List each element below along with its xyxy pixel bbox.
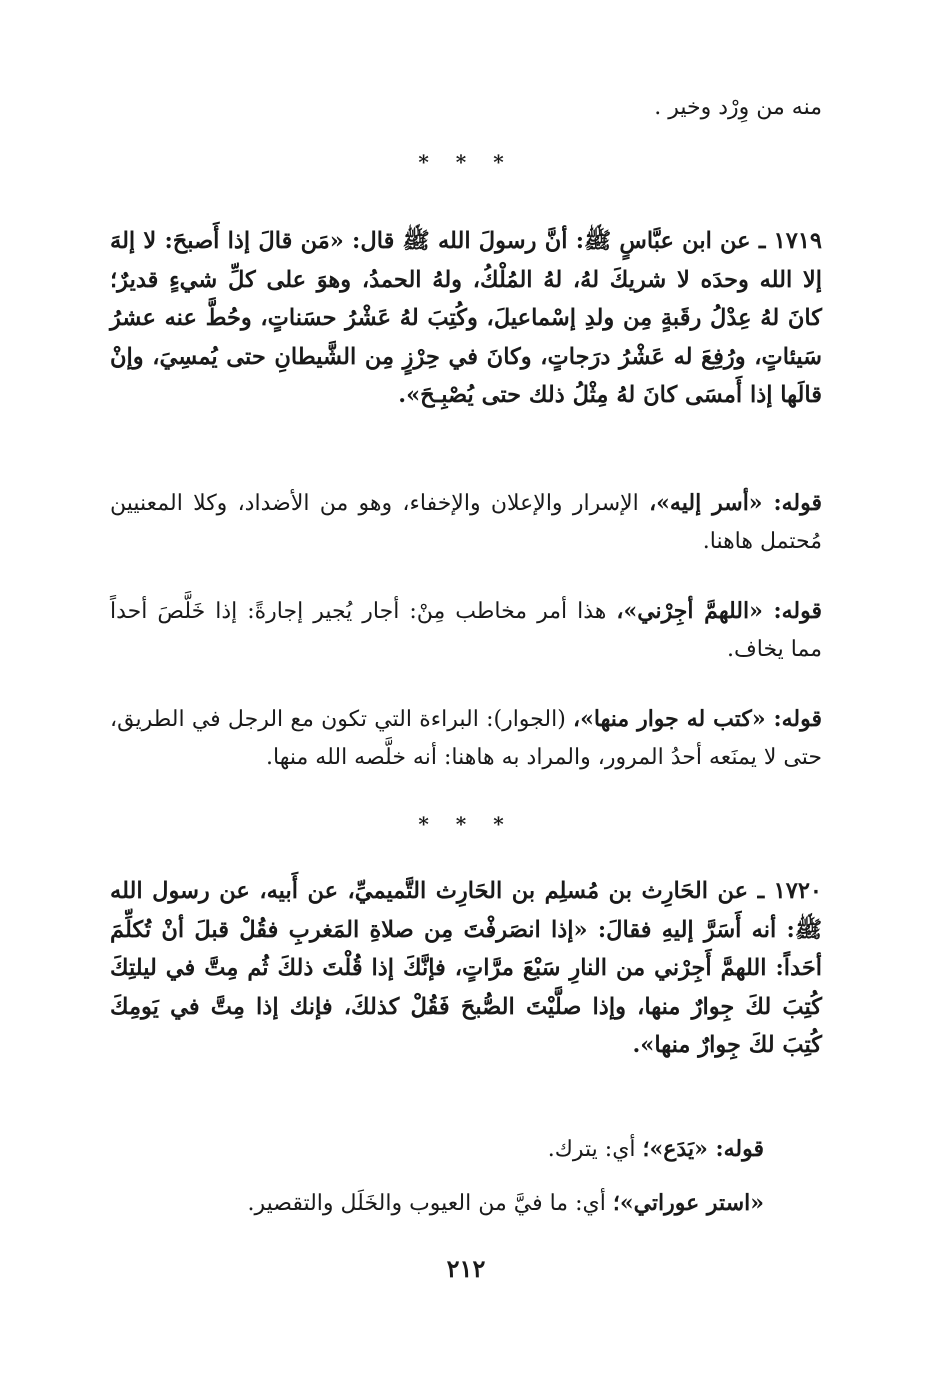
note-label: قوله: «اللهمَّ أجِرْني»، — [616, 598, 822, 624]
section-separator: * * * — [418, 812, 514, 836]
hadith-1719: ١٧١٩ ـ عن ابن عبَّاسٍ ﷺ: أنَّ رسولَ الله ﷺ قال: «مَن قالَ إذا أَصبحَ: لا إلهَ إلا الله وحدَه لا شريكَ لهُ، لهُ المُلْكُ، ولهُ الحمدُ، وهوَ على كلِّ شيءٍ قديرٌ؛ كانَ لهُ عِدْلُ رقَبةٍ مِن ولدِ إسْماعيلَ، وكُتِبَ لهُ عَشْرُ حسَناتٍ، وحُطَّ عنه عشرُ سَيئاتٍ، ورُفِعَ له عَشْرُ درَجاتٍ، وكانَ في حِرْزٍ مِن الشَّيطانِ حتى يُمسِيَ، وإنْ قالَها إذا أَمسَى كانَ لهُ مِثْلُ ذلك حتى يُصْبِـحَ». — [110, 228, 822, 408]
note-label: قوله: «أسر إليه»، — [649, 490, 822, 516]
note-label: قوله: «يَدَع»؛ — [642, 1136, 764, 1162]
book-page — [110, 0, 822, 1378]
note-text: (الجوار): البراءة التي تكون مع الرجل في الطريق، حتى لا يمنَعه أحدُ المرور، والمراد به هاهنا: أنه خلَّصه الله منها. — [110, 707, 822, 770]
commentary-note-4 — [110, 1130, 822, 1169]
commentary-note-1 — [110, 484, 822, 561]
section-separator: * * * — [418, 150, 514, 174]
note-label: «استر عوراتي»؛ — [612, 1190, 764, 1216]
note-label: قوله: «كتب له جوار منها»، — [573, 706, 822, 732]
hadith-1720: ١٧٢٠ ـ عن الحَارِث بن مُسلِم بن الحَارِث التَّميميِّ، عن أَبيه، عن رسول الله ﷺ: أنه أَسَرَّ إليهِ فقالَ: «إذا انصَرفْتَ مِن صلاةِ المَغربِ فقُلْ قبلَ أنْ تُكلِّمَ أحَداً: اللهمَّ أَجِرْني من النارِ سَبْعَ مرَّاتٍ، فإنَّكَ إذا قُلْتَ ذلكَ ثُم مِتَّ في ليلتِكَ كُتِبَ لكَ جِوارٌ منها، وإذا صلَّيْتَ الصُّبحَ فَقُلْ كذلكَ، فإنك إذا مِتَّ في يَومِكَ كُتِبَ لكَ جِوارٌ منها». — [110, 878, 823, 1058]
commentary-note-3 — [110, 700, 822, 777]
commentary-note-2 — [110, 592, 822, 669]
commentary-note-5 — [110, 1184, 822, 1223]
note-text: الإسرار والإعلان والإخفاء، وهو من الأضداد، وكلا المعنيين مُحتمل هاهنا. — [110, 491, 822, 554]
note-text: أي: يترك. — [547, 1137, 643, 1162]
note-text: أي: ما فيَّ من العيوب والخَلَل والتقصير. — [247, 1191, 613, 1216]
note-text: هذا أمر مخاطب مِنْ: أجار يُجير إجارةً: إذا خَلَّصَ أحداً مما يخاف. — [110, 599, 822, 662]
continuation-line: منه من وِرْد وخير . — [654, 95, 822, 120]
page-number: ٢١٢ — [446, 1254, 486, 1283]
